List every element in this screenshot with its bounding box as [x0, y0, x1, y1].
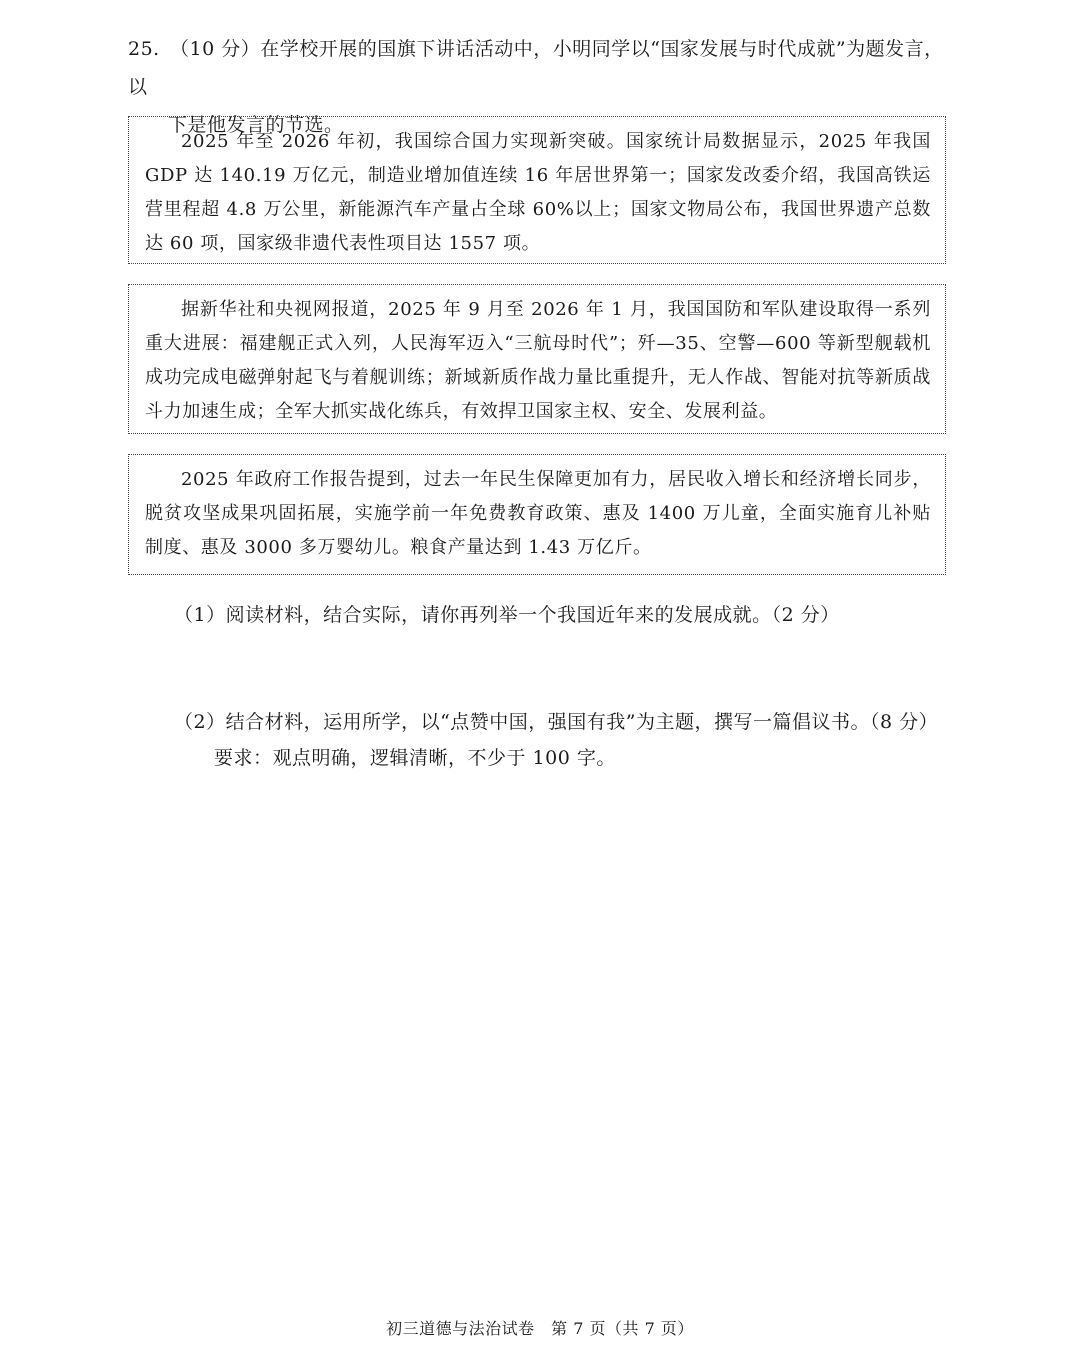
- sub-question-1-text: （1）阅读材料，结合实际，请你再列举一个我国近年来的发展成就。（2 分）: [174, 604, 840, 626]
- page-footer: 初三道德与法治试卷 第 7 页（共 7 页）: [386, 1319, 694, 1338]
- sub-question-2: [174, 704, 954, 776]
- question-number: 25.: [128, 38, 160, 60]
- material-box-2: [128, 284, 946, 434]
- sub-question-1: [174, 597, 954, 633]
- sub-question-2-text: （2）结合材料，运用所学，以“点赞中国，强国有我”为主题，撰写一篇倡议书。（8 分）: [174, 711, 939, 733]
- material-text-3: 2025 年政府工作报告提到，过去一年民生保障更加有力，居民收入增长和经济增长同步，脱贫攻坚成果巩固拓展，实施学前一年免费教育政策、惠及 1400 万儿童，全面实施育儿补贴制度、惠及 3000 多万婴幼儿。粮食产量达到 1.43 万亿斤。: [145, 469, 931, 558]
- material-text-1: 2025 年至 2026 年初，我国综合国力实现新突破。国家统计局数据显示，2025 年我国 GDP 达 140.19 万亿元，制造业增加值连续 16 年居世界第一；国家发改委介绍，我国高铁运营里程超 4.8 万公里，新能源汽车产量占全球 60%以上；国家文物局公布，我国世界遗产总数达 60 项，国家级非遗代表性项目达 1557 项。: [145, 131, 931, 254]
- material-text-2: 据新华社和央视网报道，2025 年 9 月至 2026 年 1 月，我国国防和军队建设取得一系列重大进展：福建舰正式入列，人民海军迈入“三航母时代”；歼—35、空警—600 等新型舰载机成功完成电磁弹射起飞与着舰训练；新域新质作战力量比重提升，无人作战、智能对抗等新质战斗力加速生成；全军大抓实战化练兵，有效捍卫国家主权、安全、发展利益。: [145, 299, 931, 422]
- question-stem-line1: （10 分）在学校开展的国旗下讲话活动中，小明同学以“国家发展与时代成就”为题发言，以: [128, 38, 944, 98]
- sub-question-2-requirement: 要求：观点明确，逻辑清晰，不少于 100 字。: [214, 747, 616, 769]
- question-stem-line2: 下是他发言的节选。: [168, 114, 344, 136]
- material-box-1: [128, 116, 946, 264]
- material-box-3: [128, 454, 946, 575]
